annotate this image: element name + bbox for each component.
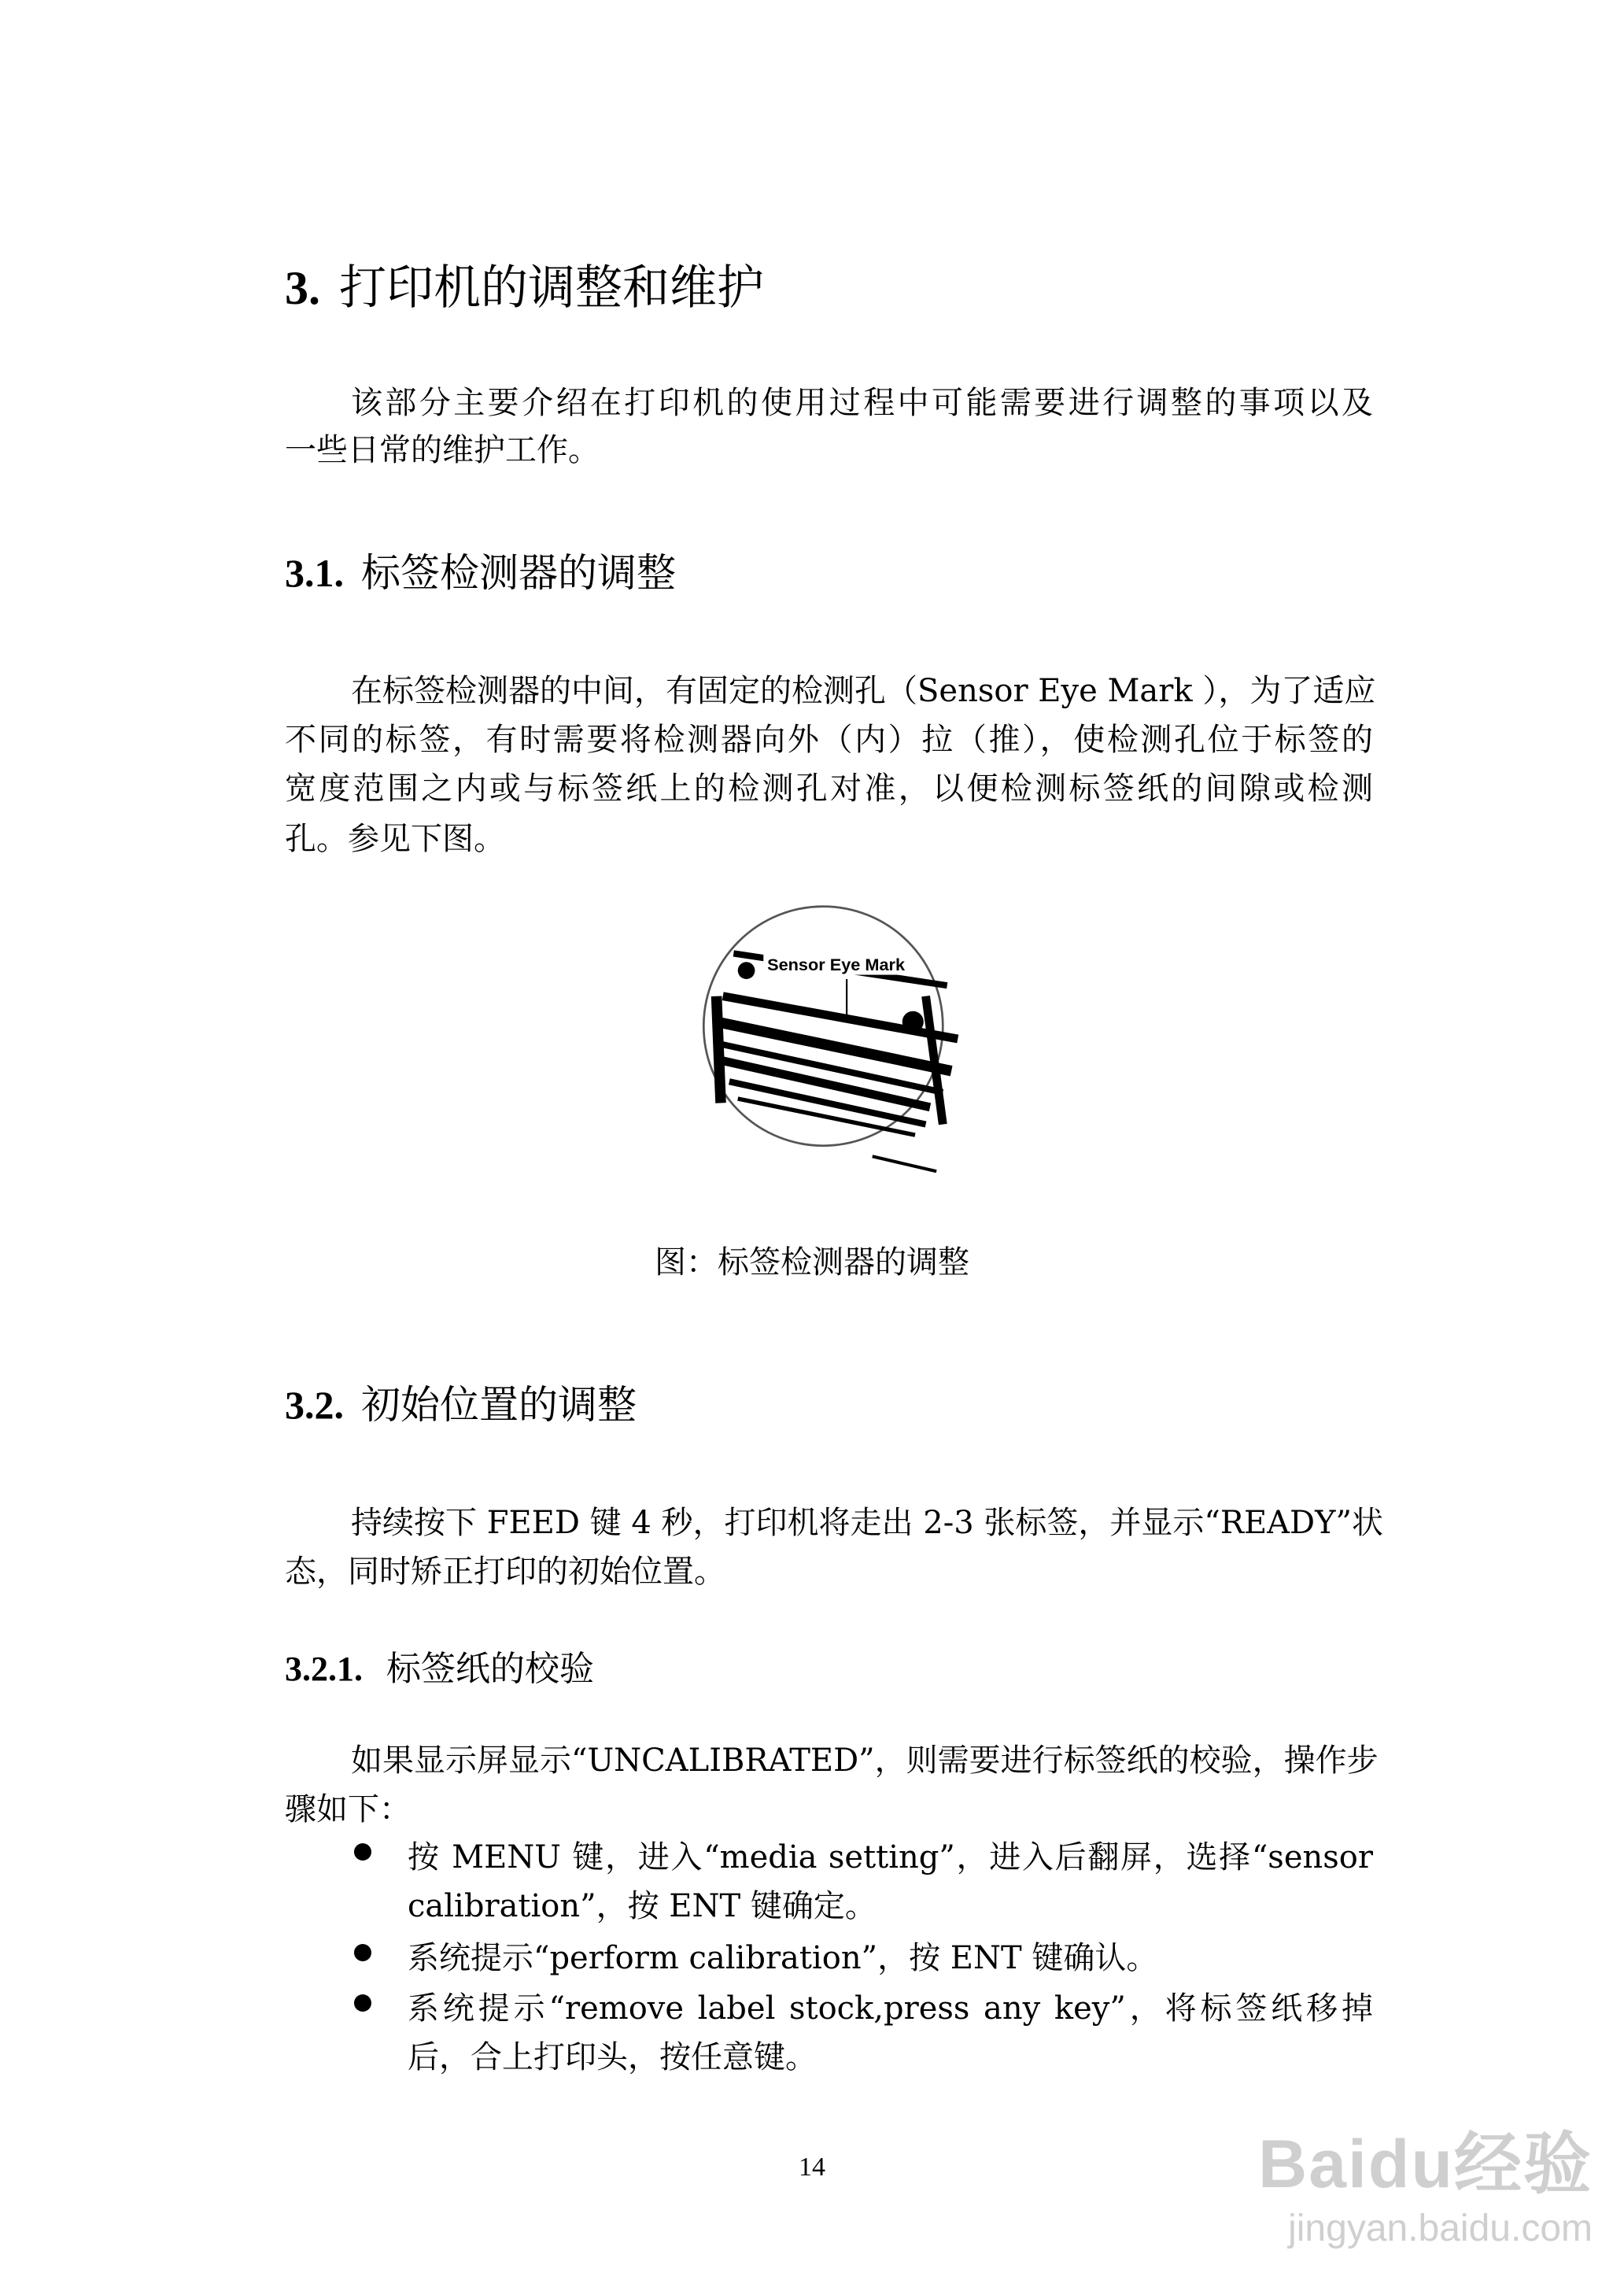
paragraph-line: 孔。参见下图。 [285, 821, 505, 857]
page-number: 14 [799, 2153, 825, 2182]
paragraph-line: 持续按下 FEED 键 4 秒，打印机将走出 2-3 张标签，并显示“READY”状 [351, 1505, 1383, 1541]
figure-caption: 图：标签检测器的调整 [655, 1244, 969, 1281]
baidu-watermark [1258, 2109, 1593, 2250]
bullet-icon [354, 1994, 371, 2012]
bullet-icon [354, 1843, 371, 1861]
paragraph-line: 不同的标签，有时需要将检测器向外（内）拉（推），使检测孔位于标签的 [285, 722, 1373, 758]
sensor-illustration [691, 889, 990, 1188]
intro-line: 一些日常的维护工作。 [285, 432, 600, 468]
paragraph-line: 宽度范围之内或与标签纸上的检测孔对准，以便检测标签纸的间隙或检测 [285, 771, 1373, 807]
watermark-product: 经验 [1454, 2127, 1593, 2202]
bullet-line: 系统提示“perform calibration”，按 ENT 键确认。 [408, 1940, 1158, 1976]
watermark-brand: Baidu [1258, 2127, 1454, 2202]
section-3-heading: 3. 打印机的调整和维护 [285, 261, 764, 316]
sensor-figure [691, 889, 990, 1188]
watermark-url: jingyan.baidu.com [1288, 2208, 1593, 2249]
section-3-2-1-heading: 3.2.1. 标签纸的校验 [285, 1649, 594, 1689]
bullet-line: 按 MENU 键，进入“media setting”，进入后翻屏，选择“sensor [408, 1839, 1373, 1876]
paragraph-line: 骤如下： [285, 1791, 411, 1828]
bullet-line: calibration”，按 ENT 键确定。 [408, 1888, 877, 1924]
bullet-line: 后，合上打印头，按任意键。 [408, 2039, 817, 2075]
bullet-icon [354, 1944, 371, 1961]
bullet-line: 系统提示“remove label stock,press any key”，将标签纸移掉 [408, 1990, 1373, 2027]
paragraph-line: 如果显示屏显示“UNCALIBRATED”，则需要进行标签纸的校验，操作步 [351, 1743, 1379, 1779]
paragraph-line: 态，同时矫正打印的初始位置。 [285, 1554, 725, 1590]
intro-line: 该部分主要介绍在打印机的使用过程中可能需要进行调整的事项以及 [351, 385, 1373, 421]
section-3-2-heading: 3.2. 初始位置的调整 [285, 1382, 637, 1428]
section-3-1-heading: 3.1. 标签检测器的调整 [285, 550, 676, 596]
figure-label: Sensor Eye Mark [767, 955, 906, 975]
paragraph-line: 在标签检测器的中间，有固定的检测孔（Sensor Eye Mark ），为了适应 [351, 673, 1376, 709]
